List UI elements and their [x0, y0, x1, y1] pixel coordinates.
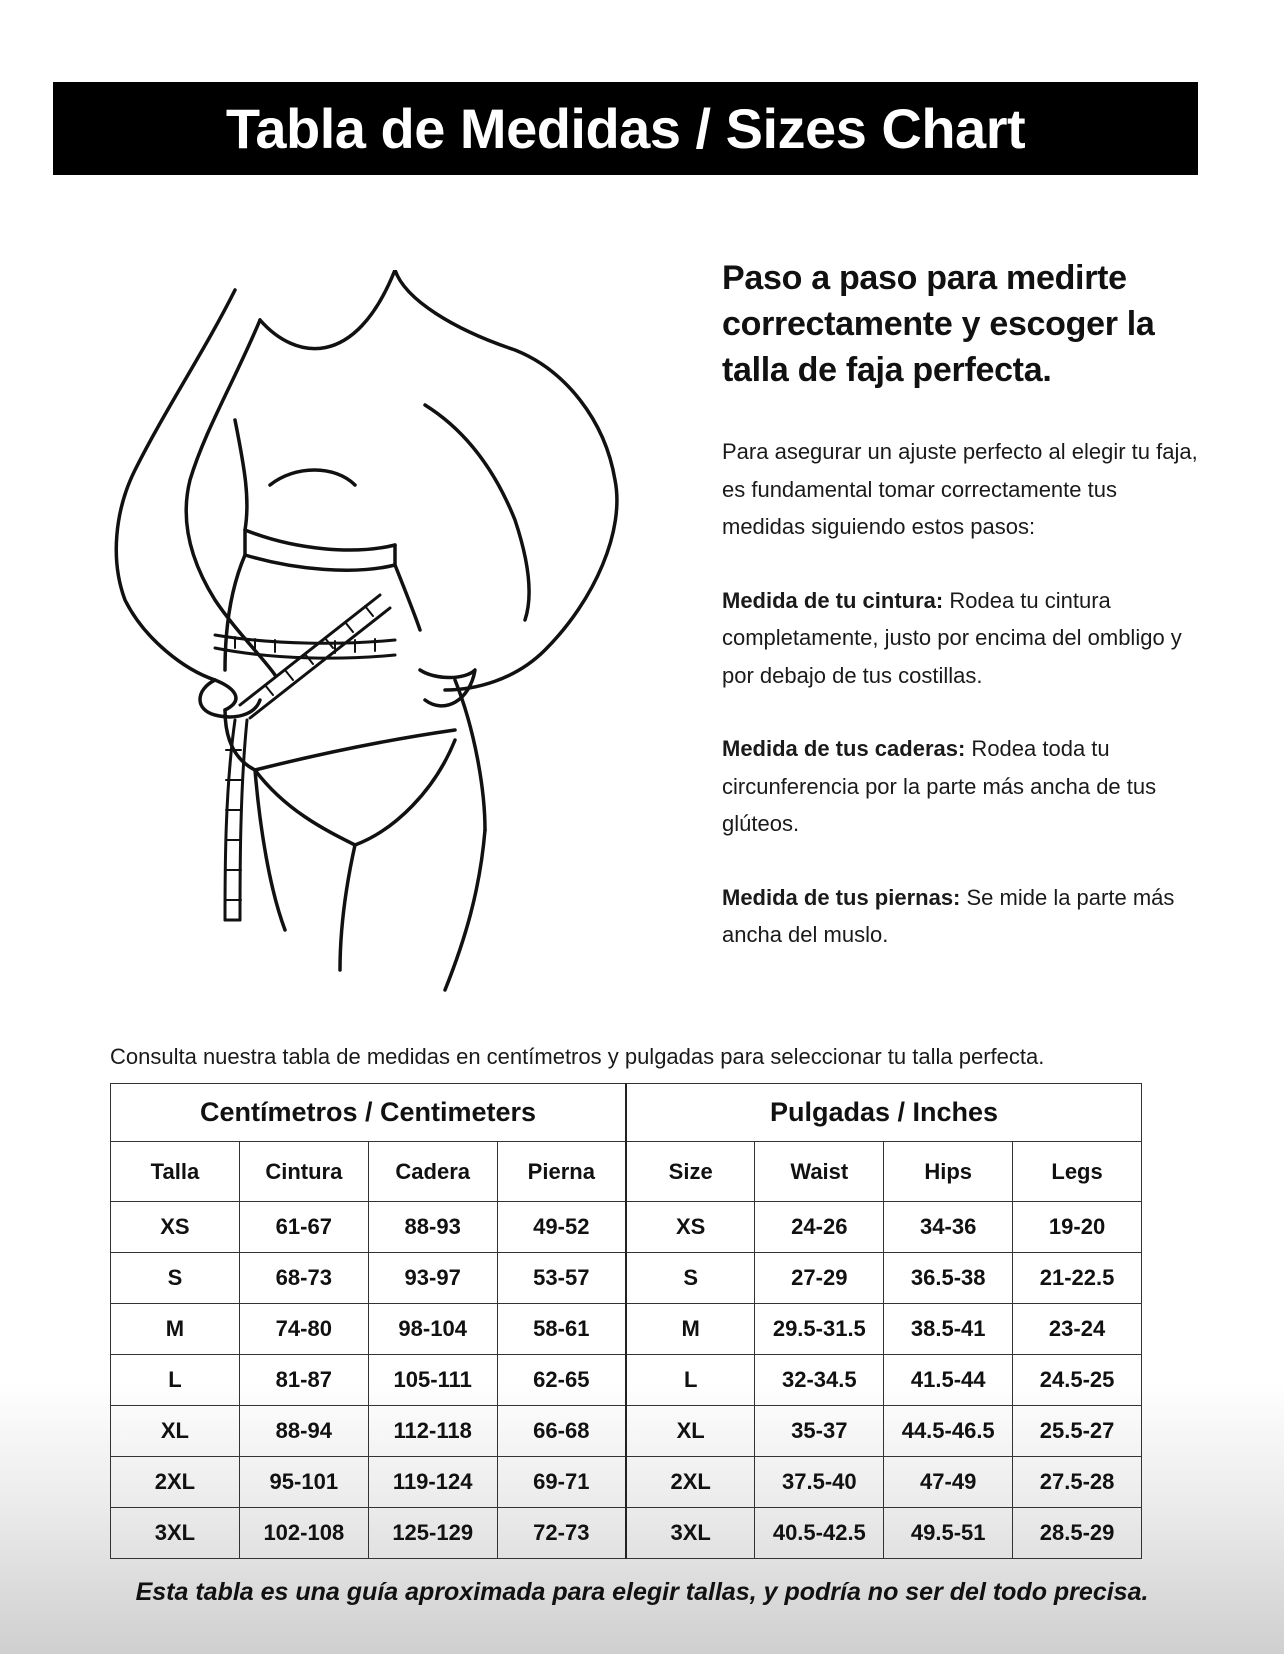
table-cell: 2XL — [111, 1457, 240, 1508]
column-header: Hips — [884, 1142, 1013, 1202]
column-header: Pierna — [497, 1142, 626, 1202]
table-cell: 34-36 — [884, 1202, 1013, 1253]
instructions-heading: Paso a paso para medirte correctamente y escoger la talla de faja perfecta. — [722, 259, 1155, 389]
table-cell: 41.5-44 — [884, 1355, 1013, 1406]
table-row — [111, 1355, 1142, 1406]
table-cell: 105-111 — [368, 1355, 497, 1406]
step-hips — [722, 730, 1202, 843]
table-cell: S — [111, 1253, 240, 1304]
table-row — [111, 1508, 1142, 1559]
table-cell: 32-34.5 — [755, 1355, 884, 1406]
table-cell: L — [111, 1355, 240, 1406]
table-cell: 81-87 — [239, 1355, 368, 1406]
table-cell: 25.5-27 — [1013, 1406, 1142, 1457]
column-header: Cintura — [239, 1142, 368, 1202]
step-text: Rodea tu cintura completamente, justo por encima del ombligo y por debajo de tus costillas. — [722, 587, 1182, 688]
table-cell: 36.5-38 — [884, 1253, 1013, 1304]
table-cell: 3XL — [111, 1508, 240, 1559]
table-cell: 102-108 — [239, 1508, 368, 1559]
step-waist — [722, 582, 1202, 695]
table-cell: 24-26 — [755, 1202, 884, 1253]
step-text: Se mide la parte más ancha del muslo. — [722, 884, 1175, 947]
column-header: Size — [626, 1142, 755, 1202]
table-cell: 27-29 — [755, 1253, 884, 1304]
step-legs — [722, 879, 1202, 954]
table-cell: 125-129 — [368, 1508, 497, 1559]
table-cell: 27.5-28 — [1013, 1457, 1142, 1508]
table-cell: 37.5-40 — [755, 1457, 884, 1508]
table-row — [111, 1202, 1142, 1253]
table-row — [111, 1304, 1142, 1355]
table-cell: 88-94 — [239, 1406, 368, 1457]
table-cell: XL — [111, 1406, 240, 1457]
table-cell: 23-24 — [1013, 1304, 1142, 1355]
table-cell: 19-20 — [1013, 1202, 1142, 1253]
table-cell: XS — [111, 1202, 240, 1253]
group-header-in: Pulgadas / Inches — [626, 1084, 1142, 1142]
step-label: Medida de tus piernas: — [722, 884, 961, 910]
size-table-body — [111, 1202, 1142, 1559]
table-cell: 49-52 — [497, 1202, 626, 1253]
table-cell: 61-67 — [239, 1202, 368, 1253]
table-cell: M — [626, 1304, 755, 1355]
table-cell: 74-80 — [239, 1304, 368, 1355]
table-row — [111, 1406, 1142, 1457]
table-cell: 69-71 — [497, 1457, 626, 1508]
column-header: Legs — [1013, 1142, 1142, 1202]
instructions-intro: Para asegurar un ajuste perfecto al elegir tu faja, es fundamental tomar correctamente tus medidas siguiendo estos pasos: — [722, 439, 1198, 539]
table-cell: 28.5-29 — [1013, 1508, 1142, 1559]
table-cell: 119-124 — [368, 1457, 497, 1508]
table-cell: 21-22.5 — [1013, 1253, 1142, 1304]
group-header-cm: Centímetros / Centimeters — [111, 1084, 627, 1142]
step-label: Medida de tus caderas: — [722, 736, 966, 761]
table-cell: 38.5-41 — [884, 1304, 1013, 1355]
table-cell: 98-104 — [368, 1304, 497, 1355]
column-header: Waist — [755, 1142, 884, 1202]
table-cell: XS — [626, 1202, 755, 1253]
instructions-panel — [722, 255, 1202, 990]
table-cell: 53-57 — [497, 1253, 626, 1304]
table-cell: 2XL — [626, 1457, 755, 1508]
size-table — [110, 1083, 1142, 1559]
woman-measuring-waist-illustration — [95, 270, 695, 1010]
table-cell: 3XL — [626, 1508, 755, 1559]
table-cell: 40.5-42.5 — [755, 1508, 884, 1559]
table-row — [111, 1253, 1142, 1304]
table-cell: 62-65 — [497, 1355, 626, 1406]
table-cell: 66-68 — [497, 1406, 626, 1457]
table-cell: 68-73 — [239, 1253, 368, 1304]
page-title: Tabla de Medidas / Sizes Chart — [53, 82, 1198, 175]
column-header: Talla — [111, 1142, 240, 1202]
table-cell: 49.5-51 — [884, 1508, 1013, 1559]
column-header: Cadera — [368, 1142, 497, 1202]
table-cell: 95-101 — [239, 1457, 368, 1508]
table-cell: 24.5-25 — [1013, 1355, 1142, 1406]
table-cell: 44.5-46.5 — [884, 1406, 1013, 1457]
table-intro: Consulta nuestra tabla de medidas en centímetros y pulgadas para seleccionar tu talla perfecta. — [110, 1044, 1045, 1069]
table-cell: 88-93 — [368, 1202, 497, 1253]
step-label: Medida de tu cintura: — [722, 587, 944, 613]
table-cell: L — [626, 1355, 755, 1406]
table-cell: XL — [626, 1406, 755, 1457]
table-cell: 58-61 — [497, 1304, 626, 1355]
table-cell: 112-118 — [368, 1406, 497, 1457]
table-cell: M — [111, 1304, 240, 1355]
step-text: Rodea toda tu circunferencia por la parte más ancha de tus glúteos. — [722, 736, 1157, 836]
table-row — [111, 1457, 1142, 1508]
table-cell: 47-49 — [884, 1457, 1013, 1508]
table-cell: S — [626, 1253, 755, 1304]
table-cell: 29.5-31.5 — [755, 1304, 884, 1355]
table-cell: 72-73 — [497, 1508, 626, 1559]
disclaimer: Esta tabla es una guía aproximada para elegir tallas, y podría no ser del todo precisa. — [135, 1578, 1149, 1606]
table-cell: 93-97 — [368, 1253, 497, 1304]
table-cell: 35-37 — [755, 1406, 884, 1457]
